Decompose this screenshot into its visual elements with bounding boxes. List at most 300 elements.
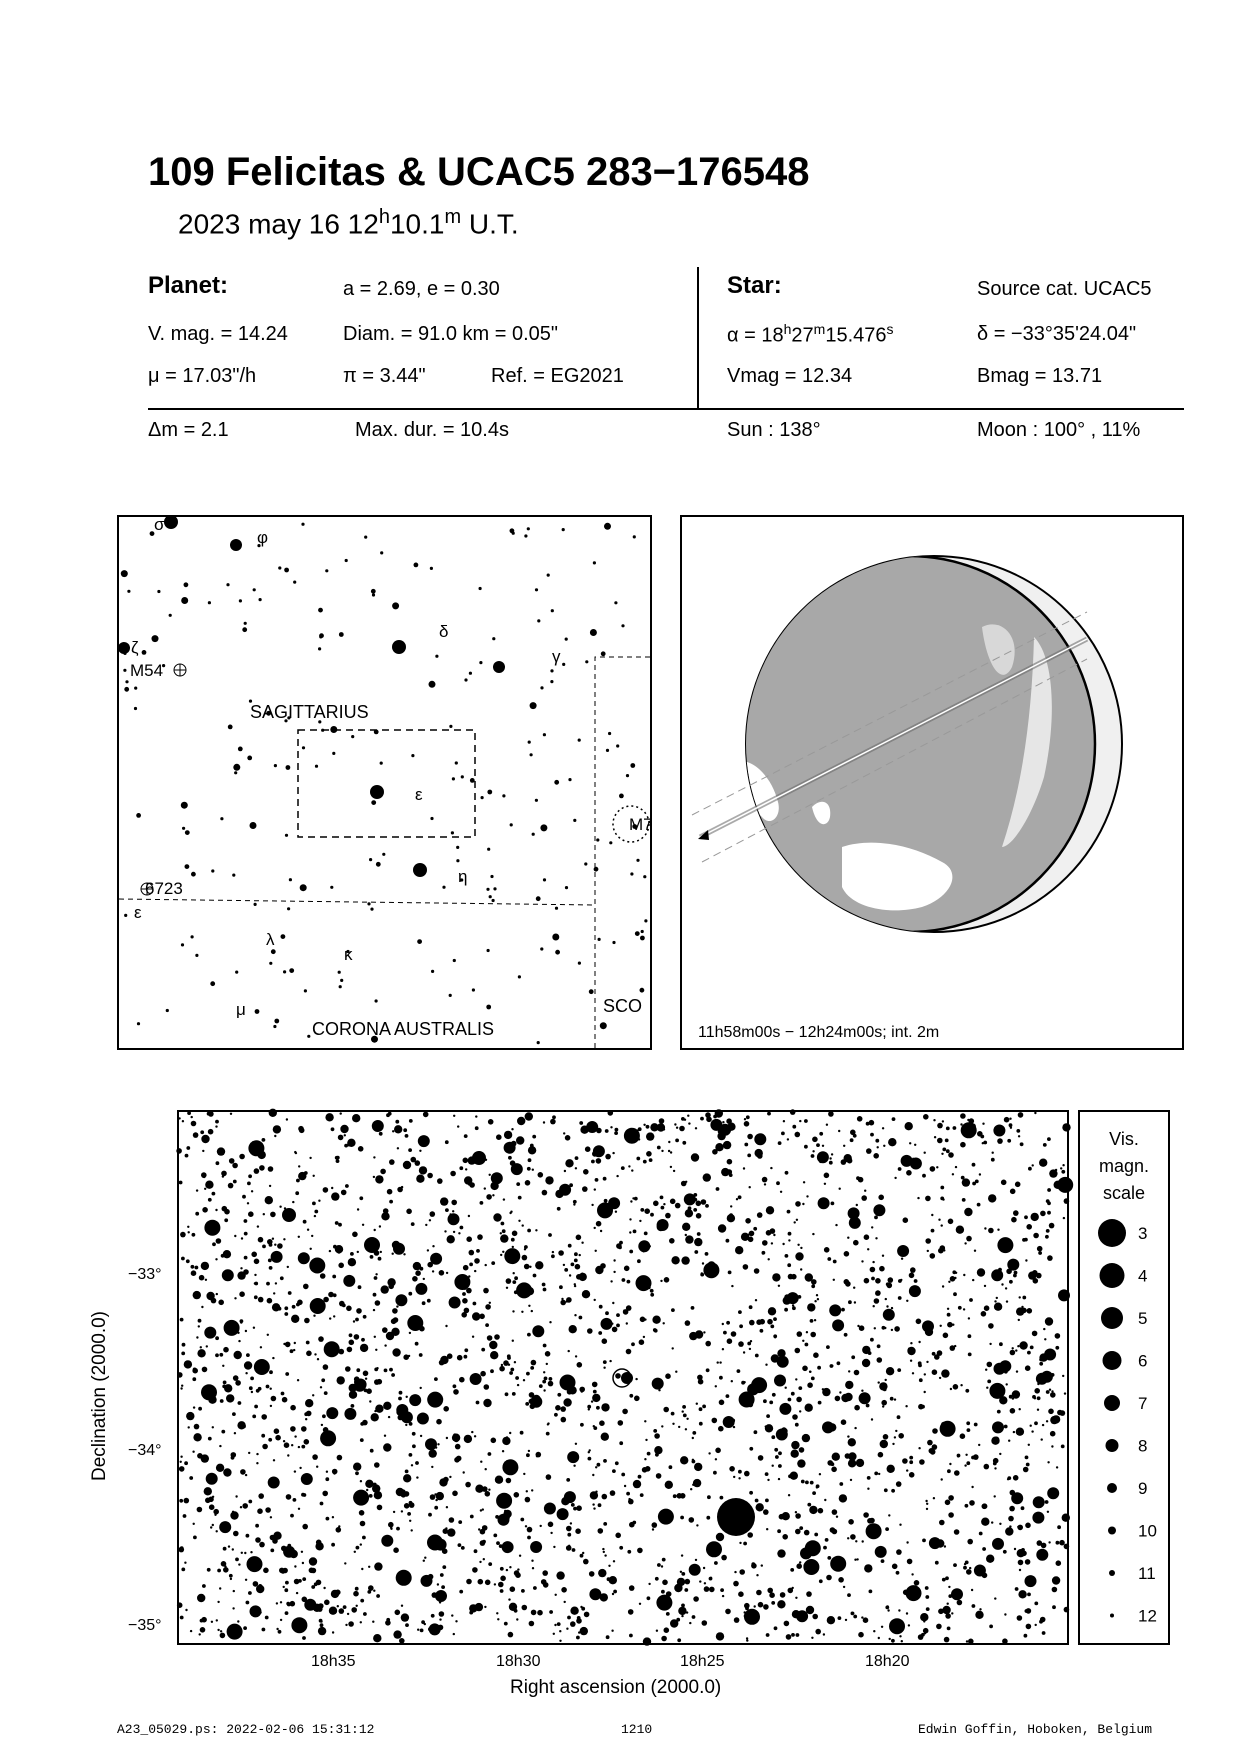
faint-star (536, 896, 541, 901)
field-star (454, 1437, 460, 1443)
field-star (437, 1178, 443, 1184)
star-source: Source cat. UCAC5 (977, 278, 1152, 300)
faint-star (640, 936, 645, 941)
field-star (673, 1494, 677, 1498)
faint-star (452, 777, 455, 780)
field-star (451, 1614, 453, 1616)
field-star (302, 1562, 304, 1564)
field-star (1006, 1383, 1008, 1385)
field-star (824, 1183, 826, 1185)
field-star (719, 1400, 725, 1406)
field-star (795, 1511, 797, 1513)
field-star (931, 1229, 935, 1233)
field-star (644, 1208, 650, 1214)
field-star (677, 1578, 685, 1586)
field-star (603, 1551, 605, 1553)
field-star (375, 1175, 383, 1183)
field-star (940, 1325, 942, 1327)
field-star (942, 1285, 944, 1287)
field-star (886, 1313, 892, 1319)
field-star (958, 1306, 962, 1310)
field-star (193, 1132, 199, 1138)
field-star (924, 1152, 926, 1154)
field-star (1064, 1607, 1070, 1613)
field-star (653, 1429, 657, 1433)
field-star (743, 1351, 745, 1353)
field-star (475, 1115, 477, 1117)
legend-magnitude: 12 (1138, 1606, 1157, 1626)
field-star (262, 1138, 266, 1142)
field-star (615, 1211, 617, 1213)
field-star (589, 1588, 601, 1600)
field-star (525, 1180, 531, 1186)
field-star (731, 1380, 733, 1382)
field-star (1025, 1456, 1029, 1460)
field-star (792, 1414, 798, 1420)
field-star (716, 1533, 724, 1541)
field-star (549, 1377, 553, 1381)
field-star (762, 1240, 768, 1246)
field-star (661, 1425, 663, 1427)
field-star (841, 1308, 845, 1312)
field-star (312, 1202, 316, 1206)
field-star (941, 1478, 943, 1480)
field-star (254, 1295, 258, 1299)
field-star (494, 1583, 496, 1585)
field-star (496, 1134, 502, 1140)
field-star (579, 1387, 585, 1393)
field-star (329, 1250, 331, 1252)
field-star (301, 1473, 313, 1485)
overview-map (117, 515, 652, 1050)
field-star (324, 1341, 340, 1357)
field-star (216, 1161, 220, 1165)
field-star (443, 1406, 449, 1412)
field-star (979, 1532, 983, 1536)
field-star (560, 1406, 566, 1412)
field-star (968, 1353, 972, 1357)
field-star (513, 1272, 515, 1274)
faint-star (608, 732, 611, 735)
field-star (614, 1131, 618, 1135)
field-star (592, 1503, 594, 1505)
field-star (819, 1159, 823, 1163)
field-star (500, 1576, 506, 1582)
field-star (181, 1352, 185, 1356)
field-star (960, 1123, 962, 1125)
field-star (298, 1508, 300, 1510)
field-star (705, 1112, 711, 1118)
field-star (570, 1621, 576, 1627)
field-star (796, 1219, 798, 1221)
field-star (1009, 1118, 1011, 1120)
field-star (512, 1280, 516, 1284)
field-star (509, 1212, 511, 1214)
field-star (403, 1474, 411, 1482)
field-star (746, 1639, 748, 1641)
faint-star (244, 622, 247, 625)
field-star (1044, 1338, 1046, 1340)
field-star (1032, 1270, 1038, 1276)
field-star (182, 1343, 186, 1347)
field-star (286, 1494, 292, 1500)
field-star (1007, 1478, 1009, 1480)
faint-star (481, 796, 484, 799)
field-star (567, 1533, 571, 1537)
field-star (902, 1458, 908, 1464)
field-star (882, 1127, 884, 1129)
field-star (734, 1617, 740, 1623)
field-star (624, 1485, 626, 1487)
field-star (764, 1183, 766, 1185)
field-star (806, 1591, 812, 1597)
field-star (850, 1138, 854, 1142)
field-star (427, 1580, 431, 1584)
field-star (1056, 1560, 1062, 1566)
field-star (332, 1516, 334, 1518)
field-star (855, 1540, 857, 1542)
field-star (483, 1399, 491, 1407)
field-star (812, 1150, 814, 1152)
field-star (360, 1599, 364, 1603)
field-star (616, 1175, 618, 1177)
field-star (569, 1183, 573, 1187)
faint-star (191, 935, 194, 938)
field-star (930, 1449, 936, 1455)
field-star (280, 1619, 282, 1621)
field-star (967, 1428, 971, 1432)
field-star (320, 1620, 322, 1622)
field-star (566, 1628, 568, 1630)
field-star (298, 1172, 306, 1180)
field-star (209, 1504, 215, 1510)
field-star (462, 1292, 466, 1296)
field-star (697, 1232, 701, 1236)
field-star (681, 1604, 685, 1608)
time-scale: U.T. (461, 208, 519, 240)
field-star (1032, 1395, 1036, 1399)
field-star (320, 1502, 324, 1506)
field-star (205, 1279, 207, 1281)
field-star (925, 1500, 927, 1502)
field-star (725, 1609, 731, 1615)
field-star (894, 1436, 896, 1438)
field-star (612, 1593, 614, 1595)
field-star (660, 1280, 662, 1282)
field-star (360, 1543, 362, 1545)
field-star (957, 1600, 963, 1606)
bright-star (392, 640, 406, 654)
field-star (638, 1475, 642, 1479)
field-star (576, 1505, 582, 1511)
field-star (353, 1463, 361, 1471)
field-star (863, 1512, 869, 1518)
field-star (543, 1389, 545, 1391)
field-star (662, 1580, 668, 1586)
field-star (415, 1270, 421, 1276)
faint-star (487, 949, 490, 952)
faint-star (372, 593, 375, 596)
field-star (984, 1305, 990, 1311)
field-star (218, 1300, 224, 1306)
field-star (292, 1305, 296, 1309)
field-star (339, 1349, 345, 1355)
field-star (277, 1243, 283, 1249)
field-star (887, 1609, 889, 1611)
field-star (206, 1345, 208, 1347)
field-star (694, 1250, 698, 1254)
field-star (429, 1219, 431, 1221)
field-star (588, 1457, 592, 1461)
field-star (555, 1405, 561, 1411)
field-star (318, 1336, 324, 1342)
field-star (408, 1148, 412, 1152)
field-star (680, 1571, 682, 1573)
field-star (848, 1438, 856, 1446)
field-star (299, 1128, 305, 1134)
field-star (215, 1209, 217, 1211)
field-star (325, 1477, 329, 1481)
field-star (629, 1585, 635, 1591)
field-star (981, 1518, 989, 1526)
faint-star (600, 1022, 607, 1029)
field-star (854, 1405, 860, 1411)
field-star (583, 1169, 589, 1175)
field-star (721, 1555, 727, 1561)
field-star (398, 1397, 402, 1401)
field-star (979, 1608, 981, 1610)
field-star (197, 1507, 203, 1513)
field-star (542, 1570, 548, 1576)
faint-star (375, 999, 378, 1002)
field-star (788, 1494, 790, 1496)
field-star (212, 1524, 214, 1526)
field-star (256, 1462, 258, 1464)
field-star (449, 1213, 451, 1215)
field-star (766, 1633, 770, 1637)
field-star (619, 1441, 623, 1445)
field-star (374, 1462, 380, 1468)
field-star (244, 1256, 248, 1260)
field-star (360, 1480, 362, 1482)
field-star (618, 1246, 622, 1250)
field-star (343, 1605, 347, 1609)
field-star (727, 1338, 733, 1344)
field-star (368, 1566, 370, 1568)
faint-star (235, 971, 238, 974)
field-star (383, 1402, 391, 1410)
star-chart-canvas (179, 1112, 1067, 1643)
field-star (356, 1308, 362, 1314)
field-star (1051, 1390, 1053, 1392)
field-star (772, 1465, 774, 1467)
field-star (972, 1163, 976, 1167)
field-star (969, 1567, 971, 1569)
field-star (1005, 1527, 1013, 1535)
field-star (384, 1435, 386, 1437)
field-star (483, 1558, 485, 1560)
field-star (1017, 1525, 1023, 1531)
field-star (925, 1595, 929, 1599)
field-star (689, 1517, 695, 1523)
field-star (464, 1355, 468, 1359)
field-star (475, 1126, 479, 1130)
field-star (204, 1487, 212, 1495)
field-star (888, 1514, 890, 1516)
field-star (500, 1254, 502, 1256)
field-star (221, 1171, 227, 1177)
field-star (468, 1215, 470, 1217)
faint-star (338, 971, 341, 974)
field-star (618, 1420, 624, 1426)
field-star (474, 1258, 480, 1264)
field-star (702, 1620, 708, 1626)
field-star (386, 1618, 390, 1622)
field-star (543, 1371, 545, 1373)
field-star (295, 1152, 297, 1154)
field-star (925, 1238, 931, 1244)
field-star (1006, 1300, 1008, 1302)
field-star (600, 1263, 606, 1269)
field-star (824, 1173, 830, 1179)
field-star (454, 1457, 460, 1463)
field-star (293, 1498, 297, 1502)
field-star (603, 1459, 607, 1463)
field-star (284, 1588, 288, 1592)
field-star (1025, 1575, 1037, 1587)
field-star (294, 1470, 296, 1472)
faint-star (429, 681, 436, 688)
field-star (987, 1362, 993, 1368)
field-star (421, 1620, 425, 1624)
field-star (718, 1426, 724, 1432)
field-star (622, 1278, 626, 1282)
field-star (682, 1410, 684, 1412)
faint-star (562, 528, 565, 531)
field-star (882, 1405, 884, 1407)
faint-star (565, 638, 568, 641)
field-star (610, 1126, 612, 1128)
field-star (341, 1190, 347, 1196)
field-star (1034, 1602, 1038, 1606)
field-star (246, 1534, 250, 1538)
faint-star (137, 1022, 140, 1025)
field-star (777, 1529, 781, 1533)
field-star (193, 1406, 195, 1408)
field-star (631, 1169, 633, 1171)
field-star (721, 1168, 729, 1176)
dec-tick-33: −33° (128, 1266, 162, 1283)
field-star (774, 1336, 776, 1338)
field-star (524, 1264, 530, 1270)
field-star (683, 1414, 687, 1418)
field-star (969, 1298, 973, 1302)
field-star (370, 1449, 374, 1453)
field-star (393, 1511, 395, 1513)
field-star (249, 1386, 253, 1390)
field-star (575, 1443, 577, 1445)
field-star (680, 1516, 684, 1520)
field-star (889, 1638, 891, 1640)
field-star (719, 1376, 723, 1380)
field-star (831, 1462, 835, 1466)
field-star (594, 1227, 596, 1229)
field-star (217, 1629, 219, 1631)
field-star (807, 1382, 813, 1388)
faint-star (527, 527, 530, 530)
field-star (223, 1567, 229, 1573)
field-star (657, 1219, 669, 1231)
field-star (819, 1473, 821, 1475)
field-star (666, 1612, 670, 1616)
field-star (851, 1218, 853, 1220)
field-star (297, 1300, 303, 1306)
field-star (202, 1207, 208, 1213)
field-star (946, 1149, 950, 1153)
ra-s-unit: s (886, 321, 894, 337)
ra-seconds: 15.476 (825, 324, 887, 347)
field-star (847, 1593, 851, 1597)
field-star (537, 1610, 543, 1616)
field-star (221, 1430, 225, 1434)
field-star (576, 1235, 582, 1241)
field-star (1047, 1255, 1053, 1261)
field-star (329, 1607, 337, 1615)
field-star (1024, 1215, 1028, 1219)
field-star (544, 1503, 556, 1515)
field-star (494, 1334, 500, 1340)
field-star (514, 1361, 516, 1363)
field-star (991, 1437, 999, 1445)
field-star (804, 1119, 808, 1123)
faint-star (449, 725, 452, 728)
field-star (878, 1381, 880, 1383)
field-star (579, 1254, 581, 1256)
field-star (290, 1601, 296, 1607)
field-star (825, 1538, 829, 1542)
field-star (449, 1517, 455, 1523)
field-star (729, 1466, 735, 1472)
field-star (1055, 1333, 1061, 1339)
field-star (673, 1170, 675, 1172)
field-star (531, 1610, 537, 1616)
field-star (520, 1431, 524, 1435)
faint-star (242, 627, 247, 632)
field-star (765, 1472, 769, 1476)
field-star (482, 1508, 484, 1510)
field-star (1009, 1506, 1015, 1512)
field-star (354, 1551, 356, 1553)
field-star (799, 1120, 801, 1122)
field-star (186, 1412, 194, 1420)
faint-star (185, 864, 190, 869)
field-star (744, 1603, 750, 1609)
field-star (506, 1516, 510, 1520)
legend-magnitude: 9 (1138, 1479, 1148, 1498)
faint-star (332, 752, 335, 755)
faint-star (565, 886, 568, 889)
field-star (696, 1201, 702, 1207)
field-star (949, 1463, 951, 1465)
field-star (224, 1218, 228, 1222)
field-star (644, 1420, 646, 1422)
field-star (1048, 1541, 1050, 1543)
field-star (606, 1635, 610, 1639)
field-star (853, 1134, 857, 1138)
field-star (656, 1630, 658, 1632)
field-star (1038, 1251, 1042, 1255)
field-star (235, 1495, 237, 1497)
